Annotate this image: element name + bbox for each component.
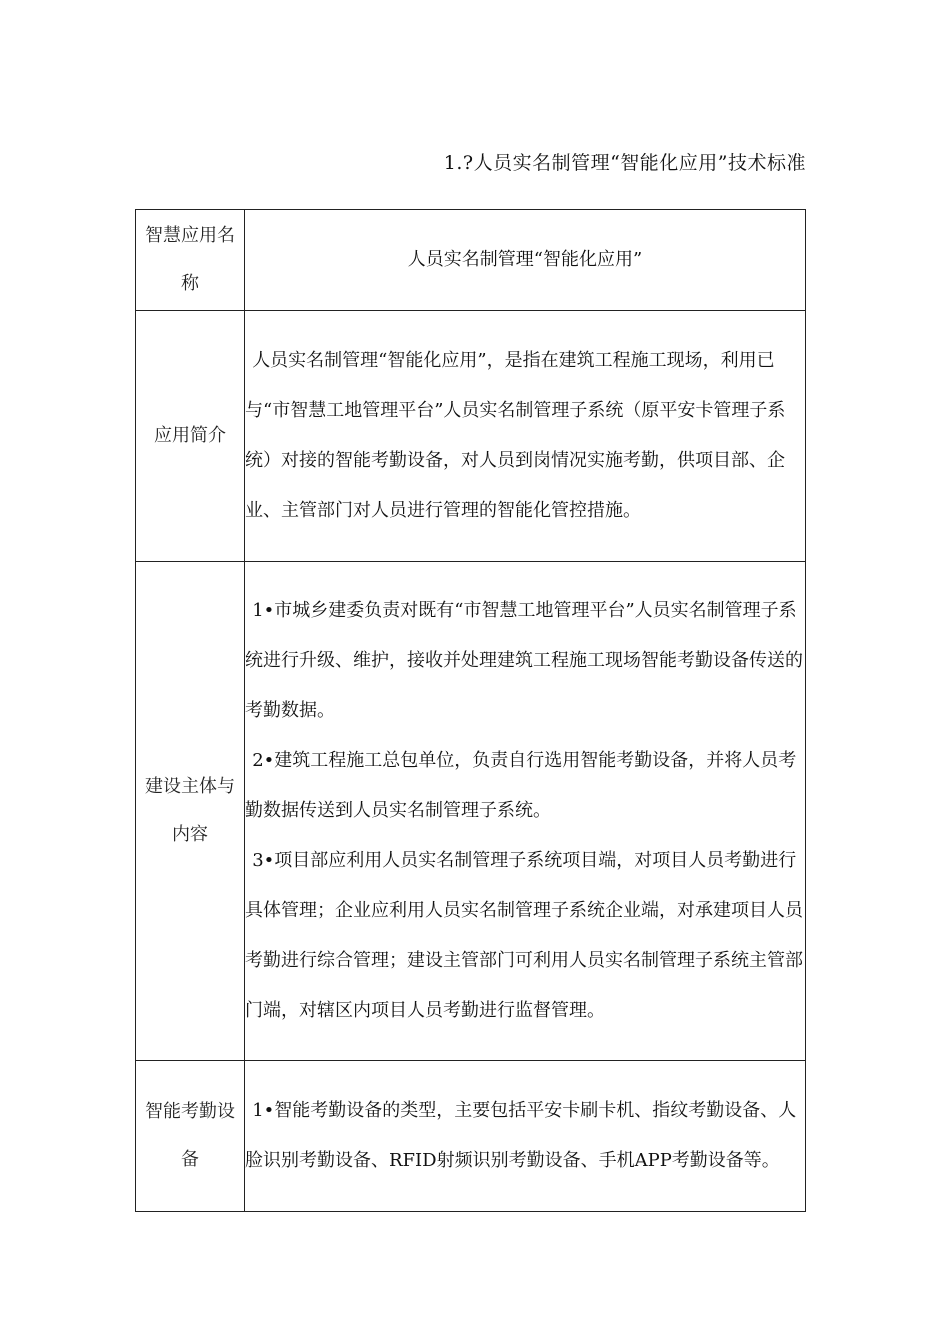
row-label — [136, 1061, 245, 1212]
content-paragraph-3: 3•项目部应利用人员实名制管理子系统项目端，对项目人员考勤进行具体管理；企业应利用人员实名制管理子系统企业端，对承建项目人员考勤进行综合管理；建设主管部门可利用人员实名制管理子系统主管部门端，对辖区内项目人员考勤进行监督管理。 — [245, 850, 803, 1021]
table-row — [136, 1061, 806, 1212]
row-content — [245, 562, 806, 1061]
table-row — [136, 210, 806, 311]
row-label-text: 应用简介 — [154, 425, 226, 446]
row-label — [136, 562, 245, 1061]
row-label — [136, 210, 245, 311]
row-content — [245, 210, 806, 311]
content-paragraph-1: 1•市城乡建委负责对既有“市智慧工地管理平台”人员实名制管理子系统进行升级、维护，接收并处理建筑工程施工现场智能考勤设备传送的考勤数据。 — [245, 600, 803, 721]
table-row — [136, 311, 806, 562]
row-content — [245, 1061, 806, 1212]
document-title: 1.?人员实名制管理“智能化应用”技术标准 — [443, 152, 806, 174]
row-label-text: 智慧应用名称 — [145, 225, 235, 294]
intro-paragraph: 人员实名制管理“智能化应用”，是指在建筑工程施工现场，利用已与“市智慧工地管理平台”人员实名制管理子系统（原平安卡管理子系统）对接的智能考勤设备，对人员到岗情况实施考勤，供项目部、企业、主管部门对人员进行管理的智能化管控措施。 — [245, 350, 786, 521]
table-row — [136, 562, 806, 1061]
device-paragraph: 1•智能考勤设备的类型，主要包括平安卡刷卡机、指纹考勤设备、人脸识别考勤设备、RFID射频识别考勤设备、手机APP考勤设备等。 — [245, 1100, 797, 1171]
app-name-text: 人员实名制管理“智能化应用” — [407, 249, 643, 270]
row-label — [136, 311, 245, 562]
row-content — [245, 311, 806, 562]
content-paragraph-2: 2•建筑工程施工总包单位，负责自行选用智能考勤设备，并将人员考勤数据传送到人员实名制管理子系统。 — [245, 750, 797, 821]
spec-table — [135, 209, 806, 1212]
row-label-text: 建设主体与内容 — [145, 776, 235, 845]
row-label-text: 智能考勤设备 — [145, 1101, 235, 1170]
